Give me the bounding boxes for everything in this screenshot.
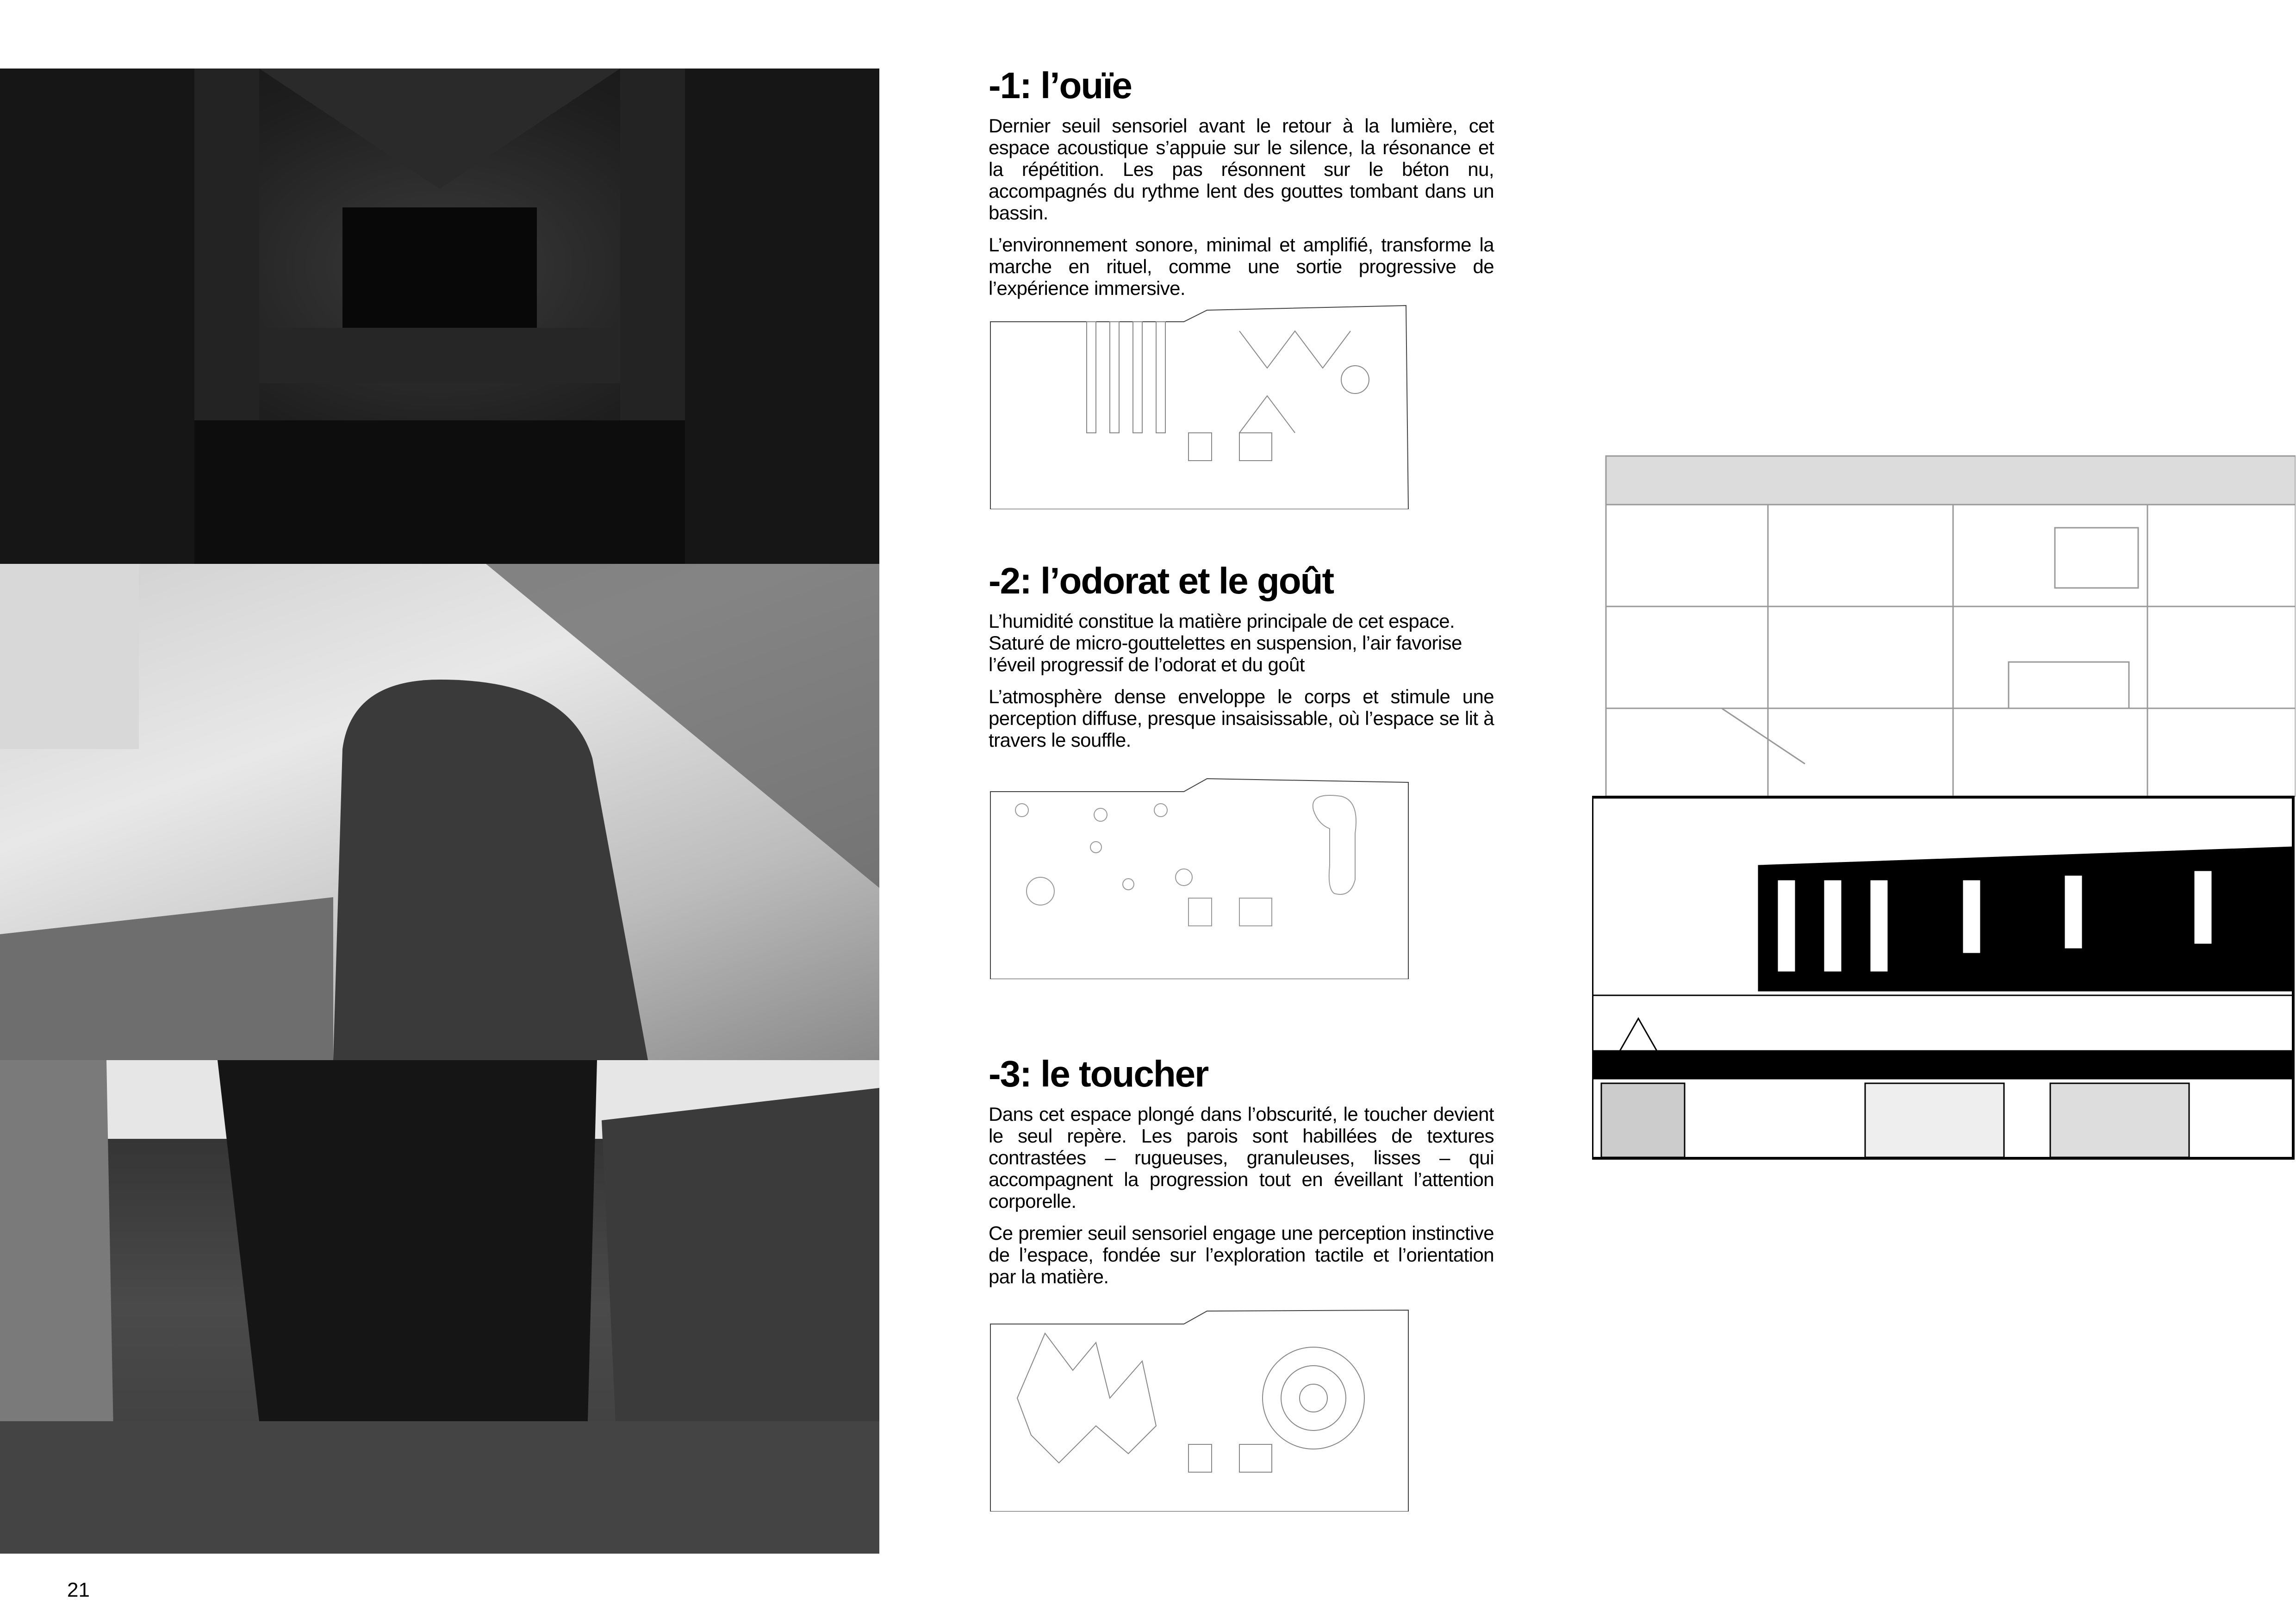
section-paragraph: Dans cet espace plongé dans l’obscurité, le toucher devient le seul repère. Les parois sont habillées de textures contrastées – rugueuses, granuleuses, lisses – qui accompagnent la progression tout en éveillant l’attention corporelle.	[989, 1103, 1494, 1212]
section-touch	[989, 1053, 1494, 1298]
floor-plan-minus-1	[989, 303, 1415, 509]
section-smell-taste	[989, 560, 1494, 761]
section-title: -2: l’odorat et le goût	[989, 560, 1334, 601]
render-touch-space	[0, 1060, 879, 1554]
section-hearing	[989, 65, 1494, 309]
floor-plan-minus-3	[989, 1305, 1415, 1512]
section-title: -1: l’ouïe	[989, 65, 1132, 106]
page-number: 21	[67, 1579, 90, 1601]
section-title: -3: le toucher	[989, 1053, 1208, 1094]
render-smell-taste-space	[0, 564, 879, 1060]
section-paragraph: L’environnement sonore, minimal et amplifié, transforme la marche en rituel, comme une sortie progressive de l’expérience immersive.	[989, 234, 1494, 299]
section-paragraph: L’atmosphère dense enveloppe le corps et stimule une perception diffuse, presque insaisissable, où l’espace se lit à travers le souffle.	[989, 686, 1494, 751]
floor-plan-minus-2	[989, 773, 1415, 979]
section-paragraph: Ce premier seuil sensoriel engage une perception instinctive de l’espace, fondée sur l’exploration tactile et l’orientation par la matière.	[989, 1222, 1494, 1287]
section-paragraph: L’humidité constitue la matière principale de cet espace. Saturé de micro-gouttelettes en suspension, l’air favorise l’éveil progressif de l’odorat et du goût	[989, 610, 1462, 675]
building-section-drawing	[1592, 449, 2296, 1176]
render-hearing-space	[0, 69, 879, 564]
section-paragraph: Dernier seuil sensoriel avant le retour à la lumière, cet espace acoustique s’appuie sur le silence, la résonance et la répétition. Les pas résonnent sur le béton nu, accompagnés du rythme lent des gouttes tombant dans un bassin.	[989, 115, 1494, 224]
